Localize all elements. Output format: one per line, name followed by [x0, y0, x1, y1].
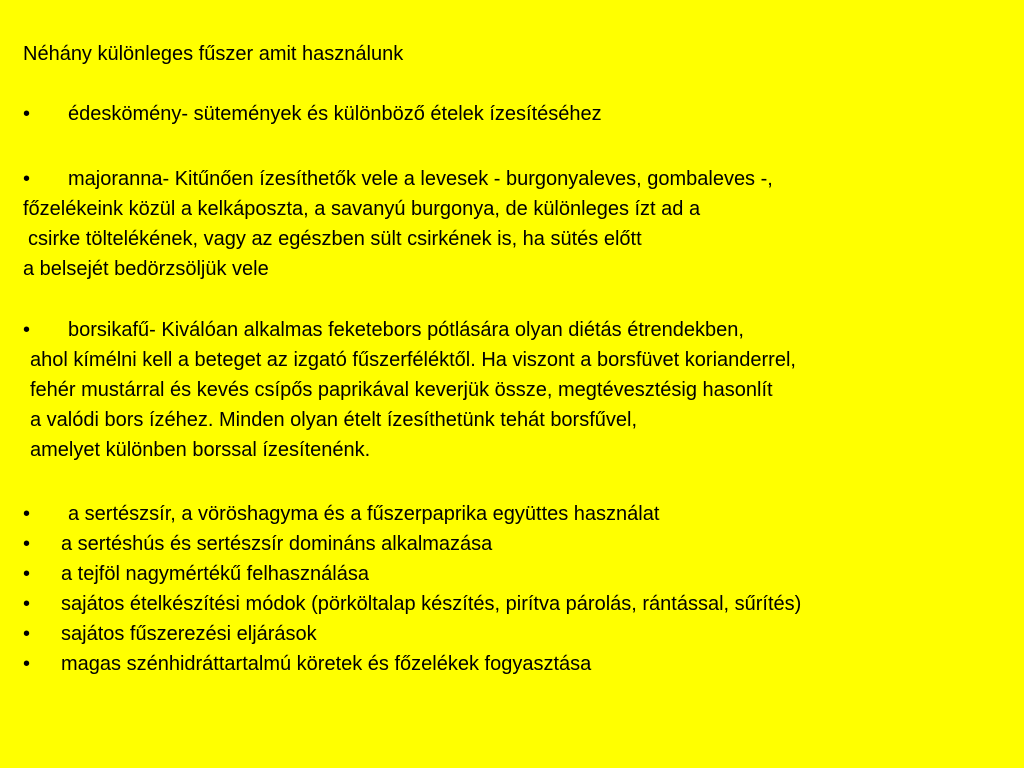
bullet-text: borsikafű- Kiválóan alkalmas feketebors pótlására olyan diétás étrendekben, — [68, 319, 744, 341]
list-item-text: a tejföl nagymértékű felhasználása — [61, 563, 369, 585]
bullet-dot: • — [23, 168, 31, 190]
bullet-dot: • — [23, 653, 31, 675]
text-line: a belsejét bedörzsöljük vele — [23, 258, 269, 280]
bullet-dot: • — [23, 319, 31, 341]
bullet-line — [23, 99, 1023, 129]
list-item-text: magas szénhidráttartalmú köretek és főzelékek fogyasztása — [61, 653, 592, 675]
characteristics-list — [23, 499, 1023, 679]
text-line: csirke töltelékének, vagy az egészben sült csirkének is, ha sütés előtt — [28, 228, 642, 250]
list-item-text: sajátos ételkészítési módok (pörköltalap készítés, pirítva párolás, rántással, sűrítés) — [61, 593, 802, 615]
bullet-majoranna — [23, 164, 1023, 284]
text-line: a valódi bors ízéhez. Minden olyan ételt ízesíthetünk tehát borsfűvel, — [30, 409, 638, 431]
text-line: amelyet különben borssal ízesítenénk. — [30, 439, 371, 461]
list-item — [23, 499, 1023, 529]
list-item — [23, 529, 1023, 559]
list-item-text: sajátos fűszerezési eljárások — [61, 623, 317, 645]
bullet-text: édeskömény- sütemények és különböző ételek ízesítéséhez — [68, 103, 602, 125]
bullet-line — [23, 164, 1023, 194]
bullet-dot: • — [23, 503, 31, 525]
text-line: fehér mustárral és kevés csípős paprikával keverjük össze, megtévesztésig hasonlít — [30, 379, 773, 401]
bullet-text: majoranna- Kitűnően ízesíthetők vele a levesek - burgonyaleves, gombaleves -, — [68, 168, 773, 190]
bullet-dot: • — [23, 533, 31, 555]
list-item — [23, 649, 1023, 679]
bullet-dot: • — [23, 593, 31, 615]
list-item — [23, 589, 1023, 619]
slide-title: Néhány különleges fűszer amit használunk — [23, 43, 404, 65]
list-item — [23, 619, 1023, 649]
bullet-edeskomeny — [23, 99, 1023, 129]
bullet-dot: • — [23, 623, 31, 645]
text-line: ahol kímélni kell a beteget az izgató fűszerféléktől. Ha viszont a borsfüvet korianderrel, — [30, 349, 796, 371]
list-item-text: a sertéshús és sertészsír domináns alkalmazása — [61, 533, 493, 555]
list-item-text: a sertészsír, a vöröshagyma és a fűszerpaprika együttes használat — [68, 503, 660, 525]
bullet-dot: • — [23, 563, 31, 585]
bullet-borsikafu — [23, 315, 1023, 465]
text-line: főzelékeink közül a kelkáposzta, a savanyú burgonya, de különleges ízt ad a — [23, 198, 701, 220]
bullet-dot: • — [23, 103, 31, 125]
list-item — [23, 559, 1023, 589]
bullet-line — [23, 315, 1023, 345]
